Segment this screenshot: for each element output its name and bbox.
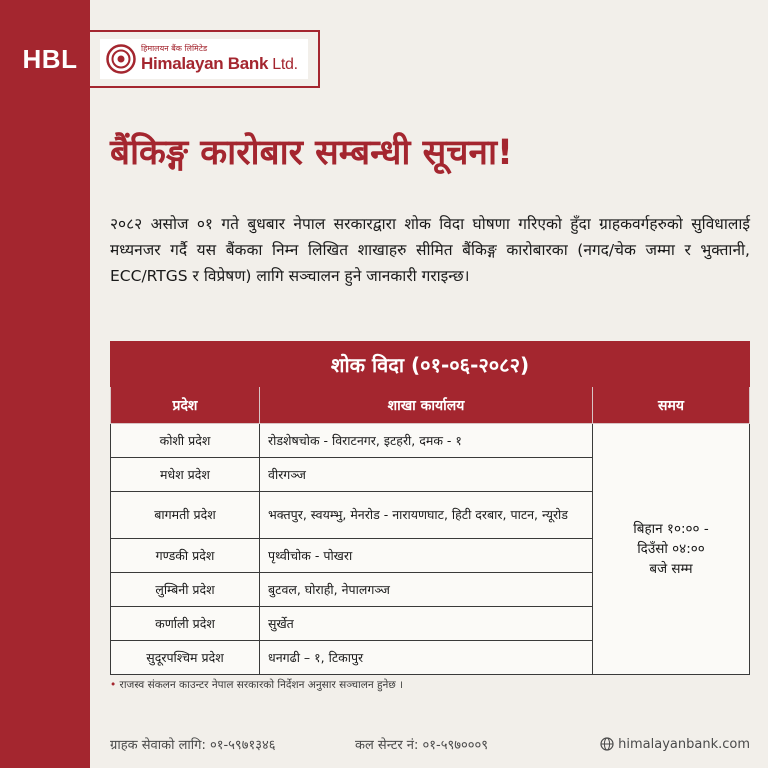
table-row (111, 424, 750, 458)
time-cell (593, 424, 750, 675)
branch-cell: बुटवल, घोराही, नेपालगञ्ज (260, 573, 593, 607)
header-province: प्रदेश (111, 387, 260, 424)
province-cell: सुदूरपश्चिम प्रदेश (111, 641, 260, 675)
bank-name-suffix: Ltd. (268, 56, 298, 73)
footnote (110, 678, 750, 692)
time-line-1: बिहान १०:०० - (633, 521, 709, 537)
province-cell: कोशी प्रदेश (111, 424, 260, 458)
notice-title: बैंकिङ्ग कारोबार सम्बन्धी सूचना! (110, 133, 513, 173)
table-header-row (111, 387, 750, 424)
branch-cell: रोडशेषचोक - विराटनगर, इटहरी, दमक - १ (260, 424, 593, 458)
header-time: समय (593, 387, 750, 424)
branch-cell: वीरगञ्ज (260, 458, 593, 492)
header-branch: शाखा कार्यालय (260, 387, 593, 424)
time-line-3: बजे सम्म (649, 561, 693, 577)
globe-icon (600, 737, 614, 751)
call-center-number: कल सेन्टर नं: ०१-५९७०००९ (355, 738, 489, 753)
bank-name (141, 55, 298, 73)
table-caption-row (111, 342, 750, 387)
province-cell: लुम्बिनी प्रदेश (111, 573, 260, 607)
footer-contacts (110, 733, 750, 755)
website-link[interactable] (580, 737, 750, 752)
province-cell: कर्णाली प्रदेश (111, 607, 260, 641)
province-cell: मधेश प्रदेश (111, 458, 260, 492)
notice-intro: २०८२ असोज ०१ गते बुधबार नेपाल सरकारद्वारा शोक विदा घोषणा गरिएको हुँदा ग्राहकवर्गहरुको सुविधालाई मध्यनजर गर्दै यस बैंकका निम्न लिखित शाखाहरु सीमित बैंकिङ्ग कारोबारका (नगद/चेक जम्मा र भुक्तानी, ECC/RTGS र विप्रेषण) लागि सञ्चालन हुने जानकारी गराइन्छ। (110, 215, 750, 285)
branch-cell: पृथ्वीचोक - पोखरा (260, 539, 593, 573)
branch-schedule-table (110, 341, 750, 675)
website-text[interactable]: himalayanbank.com (618, 736, 750, 752)
branch-cell: सुर्खेत (260, 607, 593, 641)
bank-name-nepali: हिमालयन बैंक लिमिटेड (141, 44, 208, 53)
customer-care-number: ग्राहक सेवाको लागि: ०१-५९७१३४६ (110, 738, 276, 753)
bank-name-main: Himalayan Bank (141, 54, 269, 73)
branch-cell: धनगढी – १, टिकापुर (260, 641, 593, 675)
province-cell: गण्डकी प्रदेश (111, 539, 260, 573)
footnote-text: राजस्व संकलन काउन्टर नेपाल सरकारको निर्देशन अनुसार सञ्चालन हुनेछ । (119, 679, 404, 691)
province-cell: बागमती प्रदेश (111, 492, 260, 539)
bank-logo (100, 39, 308, 79)
footnote-bullet: • (110, 679, 117, 691)
table-caption: शोक विदा (०१-०६-२०८२) (111, 342, 750, 387)
branch-cell: भक्तपुर, स्वयम्भु, मेनरोड - नारायणघाट, हिटी दरबार, पाटन, न्यूरोड (260, 492, 593, 539)
left-accent-band (0, 0, 90, 768)
brand-header (6, 30, 320, 88)
time-line-2: दिउँसो ०४:०० (637, 541, 705, 557)
brand-short: HBL (22, 43, 78, 74)
bank-emblem-icon (106, 44, 136, 74)
